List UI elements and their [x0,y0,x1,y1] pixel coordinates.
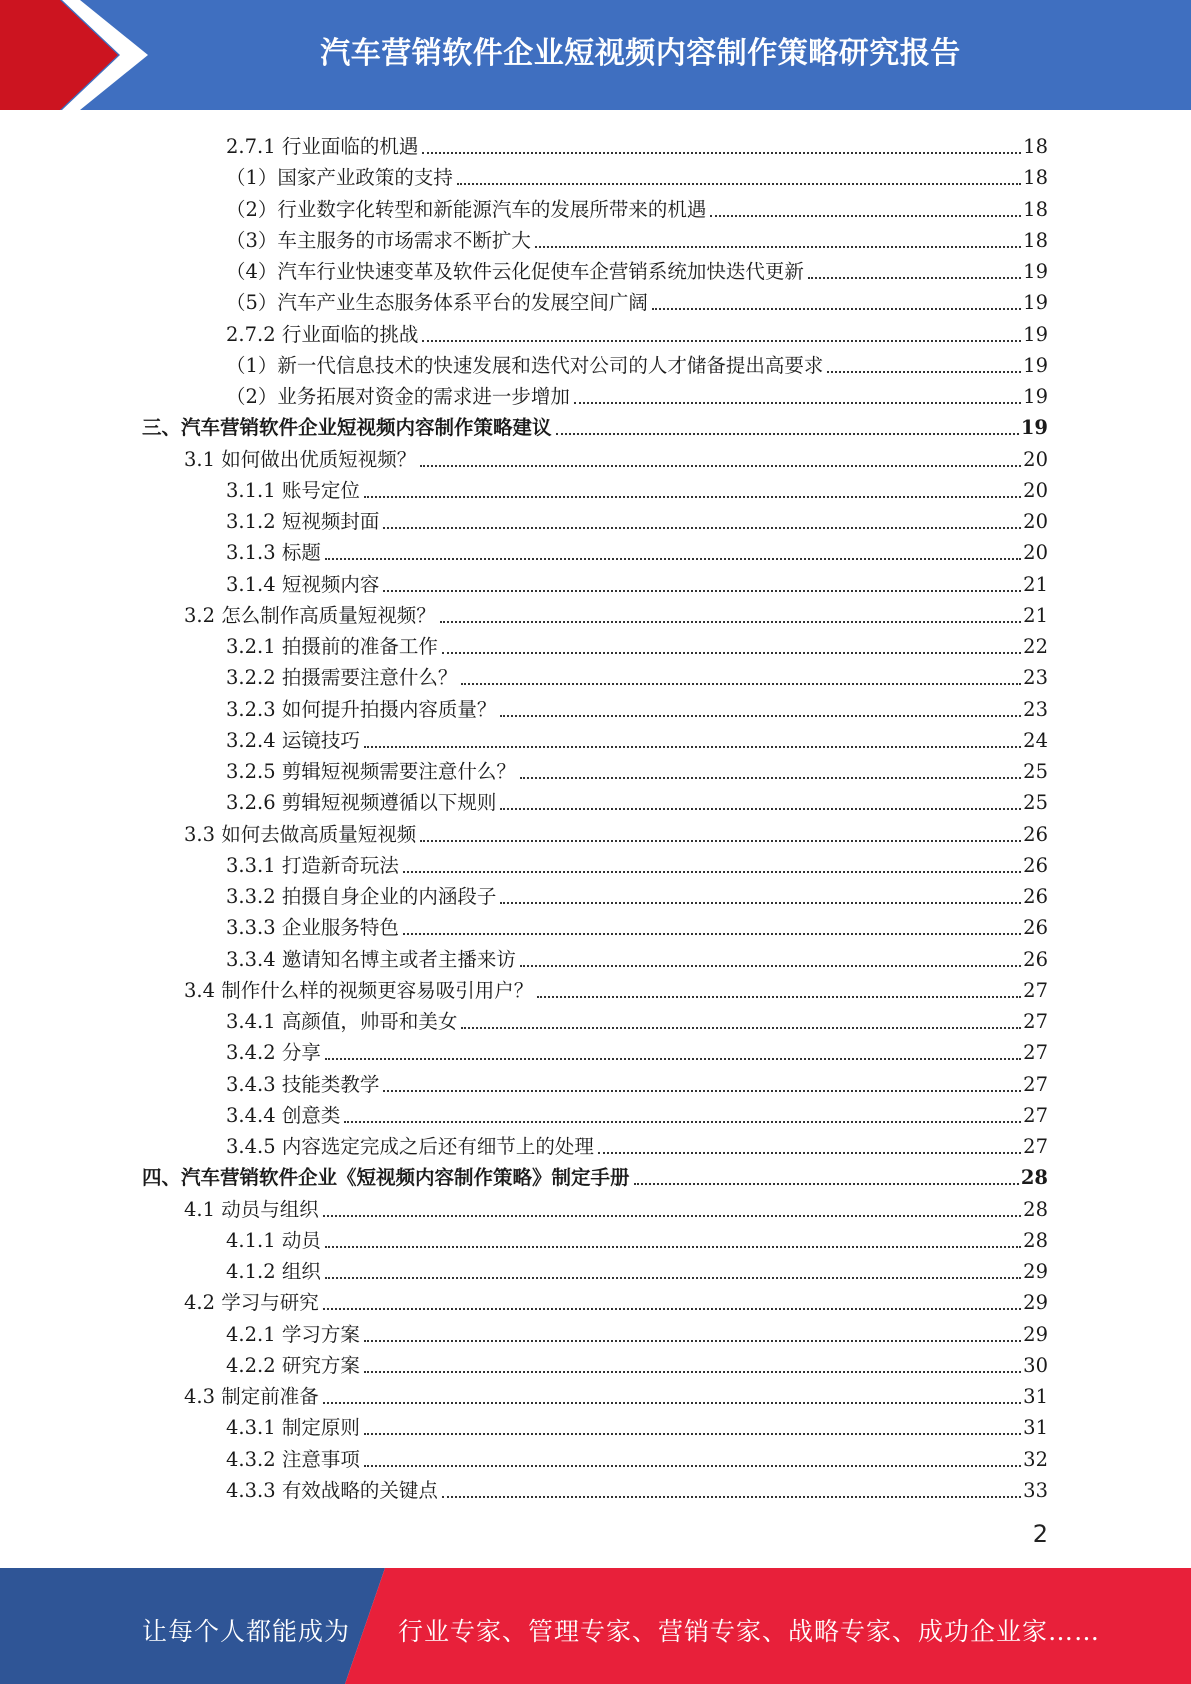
toc-entry-label: 四、汽车营销软件企业《短视频内容制作策略》制定手册 [142,1166,630,1190]
toc-entry[interactable] [226,253,1048,284]
toc-entry-page: 27 [1023,1103,1048,1127]
page-footer [0,1568,1191,1684]
toc-entry[interactable] [184,1284,1048,1315]
toc-entry[interactable] [226,128,1048,159]
toc-leader-dots [598,1151,1021,1154]
toc-leader-dots [422,151,1021,154]
toc-entry-page: 23 [1023,697,1048,721]
toc-entry[interactable] [226,909,1048,940]
page-number: 2 [1032,1520,1048,1548]
toc-entry-label: 3.1.4 短视频内容 [226,572,380,596]
toc-entry-page: 20 [1023,510,1048,533]
toc-entry-page: 27 [1023,1041,1048,1065]
toc-entry[interactable] [226,628,1048,659]
toc-entry[interactable] [226,878,1048,909]
toc-leader-dots [323,1401,1021,1404]
toc-entry-page: 27 [1023,1010,1048,1033]
toc-entry-label: 3.2.6 剪辑短视频遵循以下规则 [226,791,497,815]
toc-entry-label: 3.4.5 内容选定完成之后还有细节上的处理 [226,1135,594,1158]
toc-entry-page: 26 [1023,853,1048,877]
toc-leader-dots [461,1026,1021,1029]
toc-entry[interactable] [226,284,1048,315]
toc-entry[interactable] [226,1347,1048,1378]
toc-entry-page: 19 [1020,416,1048,440]
toc-entry-page: 31 [1023,1416,1048,1440]
toc-entry-label: 3.3.4 邀请知名博主或者主播来访 [226,947,516,971]
toc-entry-label: 3.2.5 剪辑短视频需要注意什么？ [226,760,516,783]
toc-entry-page: 21 [1023,603,1048,627]
toc-entry[interactable] [226,472,1048,503]
toc-entry-label: （3）车主服务的市场需求不断扩大 [226,228,531,252]
toc-entry[interactable] [226,1034,1048,1065]
toc-entry[interactable] [226,1097,1048,1128]
toc-entry-label: 3.4.4 创意类 [226,1103,341,1127]
toc-leader-dots [364,745,1021,748]
toc-leader-dots [634,1182,1019,1185]
toc-entry[interactable] [226,316,1048,347]
toc-entry-label: 4.3.2 注意事项 [226,1447,360,1471]
toc-entry[interactable] [226,566,1048,597]
toc-entry-page: 19 [1023,385,1048,408]
toc-entry-label: 3.1.3 标题 [226,541,321,565]
toc-leader-dots [461,682,1021,685]
toc-entry-label: 4.2 学习与研究 [184,1291,319,1315]
toc-entry-label: 3.2 怎么制作高质量短视频？ [184,603,436,627]
toc-entry-label: 3.3.3 企业服务特色 [226,916,399,940]
toc-entry-label: 3.3 如何去做高质量短视频 [184,822,417,846]
toc-leader-dots [652,307,1021,310]
toc-entry-label: 3.1 如何做出优质短视频？ [184,447,417,471]
toc-leader-dots [325,557,1021,560]
toc-entry-page: 18 [1023,197,1048,221]
toc-leader-dots [364,495,1021,498]
toc-entry[interactable] [226,1066,1048,1097]
toc-entry[interactable] [184,1378,1048,1409]
toc-leader-dots [325,1245,1021,1248]
toc-entry-label: 3.1.1 账号定位 [226,478,360,502]
toc-leader-dots [537,995,1021,998]
toc-entry-label: 4.2.2 研究方案 [226,1353,360,1377]
toc-leader-dots [420,464,1021,467]
toc-entry-page: 22 [1023,635,1048,658]
toc-entry-label: 3.3.2 拍摄自身企业的内涵段子 [226,885,497,908]
toc-entry-page: 27 [1023,1135,1048,1158]
toc-entry-page: 32 [1023,1447,1048,1471]
toc-entry-page: 28 [1023,1197,1048,1221]
toc-entry[interactable] [226,534,1048,565]
toc-leader-dots [556,432,1019,435]
toc-entry[interactable] [226,659,1048,690]
toc-entry-page: 20 [1023,478,1048,502]
toc-leader-dots [457,182,1021,185]
toc-leader-dots [440,620,1021,623]
toc-entry-page: 26 [1023,885,1048,908]
toc-entry[interactable] [226,1441,1048,1472]
toc-entry-label: 3.2.3 如何提升拍摄内容质量？ [226,697,497,721]
toc-leader-dots [325,1276,1021,1279]
toc-entry[interactable] [226,847,1048,878]
toc-entry-label: 3.1.2 短视频封面 [226,510,380,533]
toc-entry-page: 18 [1023,135,1048,158]
toc-entry-page: 28 [1023,1228,1048,1252]
toc-leader-dots [520,776,1021,779]
toc-entry[interactable] [226,784,1048,815]
toc-entry-page: 18 [1023,228,1048,252]
toc-leader-dots [710,214,1021,217]
toc-entry-page: 19 [1023,353,1048,377]
toc-entry[interactable] [226,159,1048,190]
toc-entry-page: 19 [1023,322,1048,346]
toc-entry-page: 25 [1023,760,1048,783]
toc-entry[interactable] [226,722,1048,753]
toc-entry-page: 26 [1023,916,1048,940]
toc-entry-page: 29 [1023,1291,1048,1315]
toc-entry-label: 3.2.1 拍摄前的准备工作 [226,635,438,658]
toc-entry-page: 21 [1023,572,1048,596]
toc-entry-page: 23 [1023,666,1048,690]
toc-entry-label: 3.2.2 拍摄需要注意什么？ [226,666,458,690]
toc-entry-page: 29 [1023,1322,1048,1346]
toc-entry-label: 3.3.1 打造新奇玩法 [226,853,399,877]
toc-entry[interactable] [184,597,1048,628]
toc-entry-page: 20 [1023,541,1048,565]
toc-entry-page: 19 [1023,291,1048,315]
toc-entry[interactable] [226,347,1048,378]
toc-entry-label: 4.1 动员与组织 [184,1197,319,1221]
toc-entry-label: 4.3 制定前准备 [184,1385,319,1408]
document-title: 汽车营销软件企业短视频内容制作策略研究报告 [320,36,961,71]
toc-entry-label: 3.4.2 分享 [226,1041,321,1065]
toc-entry[interactable] [226,1003,1048,1034]
toc-leader-dots [364,1432,1021,1435]
toc-entry-page: 28 [1020,1166,1048,1190]
toc-leader-dots [323,1214,1021,1217]
toc-leader-dots [325,1057,1021,1060]
toc-entry-page: 19 [1023,260,1048,283]
toc-entry-label: 3.4.3 技能类教学 [226,1072,380,1096]
toc-entry-page: 26 [1023,822,1048,846]
toc-leader-dots [364,1339,1021,1342]
toc-entry[interactable] [226,378,1048,409]
toc-entry[interactable] [184,1191,1048,1222]
toc-entry-label: 4.3.1 制定原则 [226,1416,360,1440]
toc-entry-page: 24 [1023,728,1048,752]
footer-slogan-right: 行业专家、管理专家、营销专家、战略专家、成功企业家…… [398,1617,1101,1646]
toc-leader-dots [383,526,1021,529]
toc-leader-dots [364,1370,1021,1373]
toc-entry[interactable] [226,1222,1048,1253]
toc-entry[interactable] [226,1128,1048,1159]
toc-entry-page: 20 [1023,447,1048,471]
toc-entry[interactable] [226,691,1048,722]
toc-leader-dots [808,276,1021,279]
toc-leader-dots [500,807,1021,810]
page-header [0,0,1191,110]
toc-entry[interactable] [226,941,1048,972]
toc-entry[interactable] [226,222,1048,253]
toc-leader-dots [403,932,1021,935]
toc-leader-dots [535,245,1021,248]
toc-leader-dots [827,370,1021,373]
toc-entry-label: 三、汽车营销软件企业短视频内容制作策略建议 [142,416,552,440]
toc-leader-dots [344,1120,1021,1123]
toc-entry-page: 26 [1023,947,1048,971]
toc-chapter-entry[interactable] [142,1159,1048,1190]
toc-entry-label: 2.7.2 行业面临的挑战 [226,322,419,346]
toc-leader-dots [420,839,1021,842]
toc-entry-label: 4.1.2 组织 [226,1260,321,1283]
toc-leader-dots [323,1307,1021,1310]
toc-entry-label: （1）新一代信息技术的快速发展和迭代对公司的人才储备提出高要求 [226,353,824,377]
toc-entry-page: 27 [1023,978,1048,1002]
toc-entry-label: （5）汽车产业生态服务体系平台的发展空间广阔 [226,291,648,315]
toc-entry-label: （4）汽车行业快速变革及软件云化促使车企营销系统加快迭代更新 [226,260,804,283]
toc-entry-label: 2.7.1 行业面临的机遇 [226,135,419,158]
toc-entry-page: 27 [1023,1072,1048,1096]
toc-entry-label: 3.4 制作什么样的视频更容易吸引用户？ [184,978,534,1002]
header-arrow-graphic [0,0,160,110]
toc-entry-label: 3.2.4 运镜技巧 [226,728,360,752]
toc-entry[interactable] [226,1472,1048,1503]
toc-entry[interactable] [226,1253,1048,1284]
toc-entry[interactable] [184,816,1048,847]
toc-entry-page: 31 [1023,1385,1048,1408]
footer-slogan-left: 让每个人都能成为 [142,1617,351,1646]
toc-entry-page: 29 [1023,1260,1048,1283]
toc-chapter-entry[interactable] [142,409,1048,440]
toc-entry-label: （2）业务拓展对资金的需求进一步增加 [226,385,570,408]
toc-leader-dots [383,1089,1021,1092]
toc-entry-label: 4.2.1 学习方案 [226,1322,360,1346]
toc-leader-dots [383,589,1021,592]
toc-entry-page: 18 [1023,166,1048,190]
toc-leader-dots [442,1495,1021,1498]
toc-entry[interactable] [226,1316,1048,1347]
toc-entry[interactable] [184,441,1048,472]
toc-leader-dots [403,870,1021,873]
toc-entry[interactable] [226,1409,1048,1440]
toc-entry-label: 3.4.1 高颜值，帅哥和美女 [226,1010,458,1033]
toc-leader-dots [364,1464,1021,1467]
toc-entry-label: （2）行业数字化转型和新能源汽车的发展所带来的机遇 [226,197,707,221]
toc-entry-page: 25 [1023,791,1048,815]
toc-leader-dots [500,901,1021,904]
toc-entry[interactable] [226,191,1048,222]
toc-leader-dots [520,964,1021,967]
toc-entry[interactable] [184,972,1048,1003]
toc-entry-page: 33 [1023,1478,1048,1502]
toc-entry[interactable] [226,753,1048,784]
toc-entry-label: 4.1.1 动员 [226,1228,321,1252]
toc-entry[interactable] [226,503,1048,534]
toc-entry-page: 30 [1023,1353,1048,1377]
toc-leader-dots [422,339,1021,342]
toc-leader-dots [574,401,1021,404]
toc-leader-dots [500,714,1021,717]
toc-entry-label: （1）国家产业政策的支持 [226,166,453,190]
toc-entry-label: 4.3.3 有效战略的关键点 [226,1478,438,1502]
toc-leader-dots [442,651,1021,654]
